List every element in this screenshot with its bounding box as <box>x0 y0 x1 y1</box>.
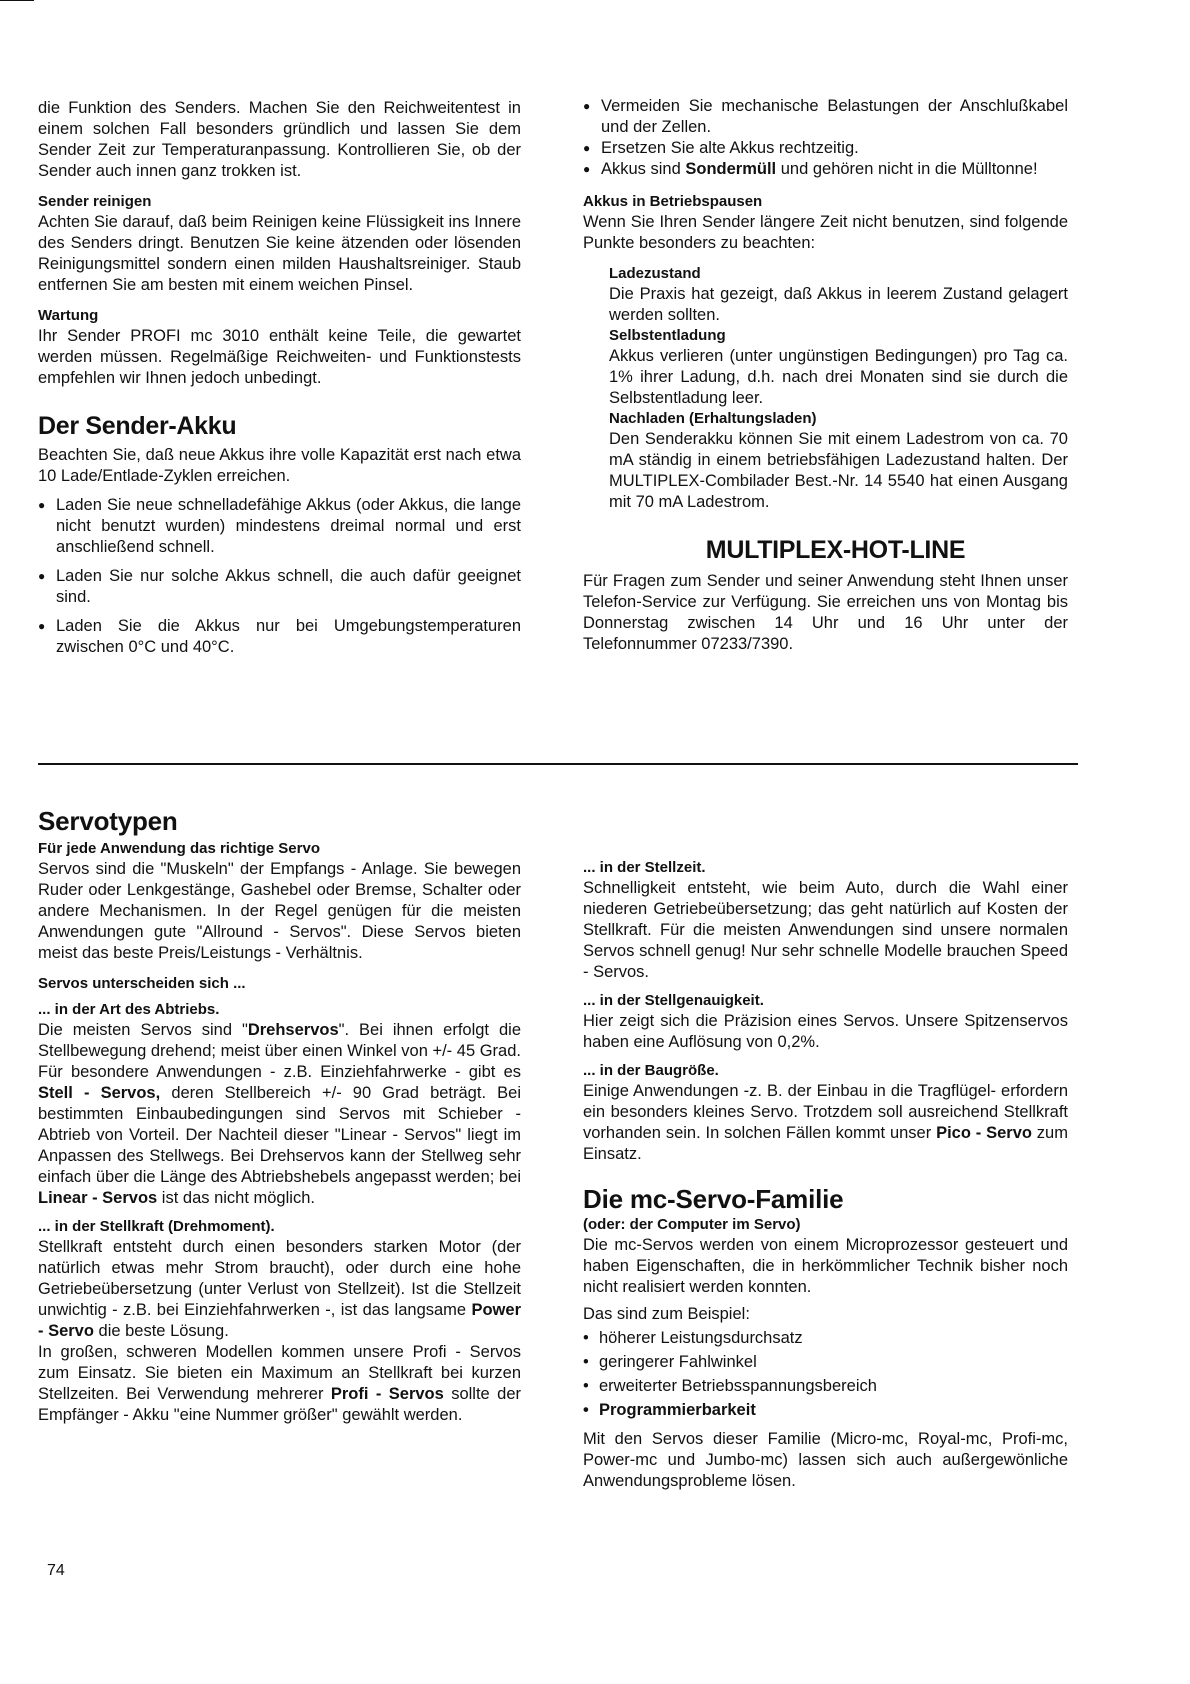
baugroesse-heading: ... in der Baugröße. <box>583 1062 719 1079</box>
bold-run: Linear - Servos <box>38 1189 158 1207</box>
servotypen-subheading: Für jede Anwendung das richtige Servo <box>38 840 320 857</box>
stellzeit-heading: ... in der Stellzeit. <box>583 859 706 876</box>
stellgenauigkeit-text: Hier zeigt sich die Präzision eines Servos. Unsere Spitzenservos haben eine Auflösung von 0,2%. <box>583 1012 1068 1051</box>
intro-paragraph: die Funktion des Senders. Machen Sie den Reichweitentest in einem solchen Fall besonders gründlich und lassen Sie dem Sender Zeit zur Temperaturanpassung. Kontrollieren Sie, ob der Sender auch innen ganz trokken ist. <box>38 99 521 180</box>
betriebspausen-text: Wenn Sie Ihren Sender längere Zeit nicht benutzen, sind folgende Punkte besonders zu beachten: <box>583 213 1068 252</box>
top-right-column <box>583 96 1068 655</box>
bold-run: Drehservos <box>247 1021 339 1039</box>
bold-run: Stell - Servos, <box>38 1084 161 1102</box>
text-run: Die meisten Servos sind " <box>38 1021 248 1039</box>
akku-bullet-6 <box>583 159 1068 180</box>
example-item-bold: • Programmierbarkeit <box>583 1400 1068 1421</box>
unterscheiden-heading: Servos unterscheiden sich ... <box>38 975 246 992</box>
hotline-text: Für Fragen zum Sender und seiner Anwendung steht Ihnen unser Telefon-Service zur Verfügung. Sie erreichen uns von Montag bis Donnerstag zwischen 14 Uhr und 16 Uhr unter der Telefonnummer 07233/7390. <box>583 572 1068 653</box>
akku-bullet-4: ● Vermeiden Sie mechanische Belastungen der Anschlußkabel und der Zellen. <box>583 96 1068 138</box>
bottom-left-column <box>38 805 521 1426</box>
corner-mark <box>0 0 34 1</box>
text-run: sollte der Empfänger - Akku "eine Nummer größer" gewählt werden. <box>38 1385 521 1424</box>
text-run: In großen, schweren Modellen kommen unsere Profi - Servos zum Einsatz. Sie bieten ein Maximum an Stellkraft bei kurzen Stellzeiten. Bei Verwendung mehrerer <box>38 1343 521 1403</box>
mc-servo-familie-text: Die mc-Servos werden von einem Microprozessor gesteuert und haben Eigenschaften, die in herkömmlicher Technik bisher noch nicht realisiert werden konnten. <box>583 1236 1068 1296</box>
stellkraft-text-2 <box>38 1342 521 1426</box>
text-run: Einige Anwendungen -z. B. der Einbau in die Tragflügel- erfordern ein besonders kleines Servo. Trotzdem soll ausreichend Stellkraft vorhanden sein. In solchen Fällen kommt unser <box>583 1082 1068 1142</box>
bullet-bold: Sondermüll <box>685 160 777 178</box>
ladezustand-text: Die Praxis hat gezeigt, daß Akkus in leerem Zustand gelagert werden sollten. <box>609 285 1068 324</box>
akku-bullet-5: ● Ersetzen Sie alte Akkus rechtzeitig. <box>583 138 1068 159</box>
text-run: zum Einsatz. <box>583 1124 1068 1163</box>
nachladen-text: Den Senderakku können Sie mit einem Ladestrom von ca. 70 mA ständig in einem betriebsfähigen Ladezustand halten. Der MULTIPLEX-Combilader Best.-Nr. 14 5540 hat einen Ausgang mit 70 mA Ladestrom. <box>609 430 1068 511</box>
selbstentladung-text: Akkus verlieren (unter ungünstigen Bedingungen) pro Tag ca. 1% ihrer Ladung, d.h. nach drei Monaten sind sie durch die Selbstentladung leer. <box>609 347 1068 407</box>
mc-servo-familie-subheading: (oder: der Computer im Servo) <box>583 1216 801 1233</box>
akku-bullet-3: ● Laden Sie die Akkus nur bei Umgebungstemperaturen zwischen 0°C und 40°C. <box>38 616 521 658</box>
stellzeit-text: Schnelligkeit entsteht, wie beim Auto, durch die Wahl einer niederen Getriebeübersetzung; das geht natürlich auf Kosten der Stellkraft. Für die meisten Anwendungen sind unsere normalen Servos schnell genug! Nur sehr schnelle Modelle brauchen Speed - Servos. <box>583 879 1068 981</box>
servotypen-heading: Servotypen <box>38 806 178 836</box>
servotypen-intro: Servos sind die "Muskeln" der Empfangs - Anlage. Sie bewegen Ruder oder Lenkgestänge, Gashebel oder Bremse, Schalter oder andere Mechanismen. In der Regel genügen für die meisten Anwendungen gute "Allround - Servos". Diese Servos bieten meist das beste Preis/Leistungs - Verhältnis. <box>38 860 521 962</box>
wartung-heading: Wartung <box>38 307 99 324</box>
sender-akku-heading: Der Sender-Akku <box>38 412 237 440</box>
text-run: Stellkraft entsteht durch einen besonders starken Motor (der natürlich etwas mehr Strom braucht), oder durch eine hohe Getriebeübersetzung (unter Verlust von Stellzeit). Ist die Stellzeit unwichtig - z.B. bei Einziehfahrwerken -, ist das langsame <box>38 1238 521 1319</box>
wartung-text: Ihr Sender PROFI mc 3010 enthält keine Teile, die gewartet werden müssen. Regelmäßige Reichweiten- und Funktionstests empfehlen wir Ihnen jedoch unbedingt. <box>38 327 521 387</box>
hotline-heading: MULTIPLEX-HOT-LINE <box>705 536 966 564</box>
sender-reinigen-heading: Sender reinigen <box>38 193 152 210</box>
betriebspausen-items <box>583 264 1068 513</box>
mc-servo-familie-heading: Die mc-Servo-Familie <box>583 1184 844 1214</box>
example-item: • geringerer Fahlwinkel <box>583 1352 1068 1373</box>
stellkraft-text <box>38 1237 521 1342</box>
nachladen-heading: Nachladen (Erhaltungsladen) <box>609 410 817 427</box>
example-item: • höherer Leistungsdurchsatz <box>583 1328 1068 1349</box>
text-run: ist das nicht möglich. <box>157 1189 315 1207</box>
text-run: deren Stellbereich +/- 90 Grad beträgt. Bei bestimmten Einbaubedingungen sind Servos mit Schieber - Abtrieb von Vorteil. Der Nachteil dieser "Linear - Servos" liegt im Anpassen des Stellwegs. Bei Drehservos kann der Stellweg sehr einfach über die Länge des Abtriebshebels angepasst werden; bei <box>38 1084 521 1186</box>
bold-run: Power - Servo <box>38 1301 521 1340</box>
betriebspausen-heading: Akkus in Betriebspausen <box>583 193 763 210</box>
top-left-column <box>38 98 521 658</box>
sender-reinigen-text: Achten Sie darauf, daß beim Reinigen keine Flüssigkeit ins Innere des Senders dringt. Benutzen Sie keine ätzenden oder lösenden Reinigungsmittel sondern einen milden Haushaltsreiniger. Staub entfernen Sie am besten mit einem weichen Pinsel. <box>38 213 521 294</box>
examples-intro: Das sind zum Beispiel: <box>583 1305 750 1323</box>
bullet-text: Akkus sind <box>601 160 686 178</box>
ladezustand-heading: Ladezustand <box>609 265 701 282</box>
stellkraft-heading: ... in der Stellkraft (Drehmoment). <box>38 1218 275 1235</box>
bullet-text: und gehören nicht in die Mülltonne! <box>776 160 1038 178</box>
mc-servo-familie-outro: Mit den Servos dieser Familie (Micro-mc, Royal-mc, Profi-mc, Power-mc und Jumbo-mc) lassen sich auch außergewönliche Anwendungsprobleme lösen. <box>583 1430 1068 1490</box>
sender-akku-text: Beachten Sie, daß neue Akkus ihre volle Kapazität erst nach etwa 10 Lade/Entlade-Zyklen erreichen. <box>38 446 521 485</box>
abtrieb-text <box>38 1020 521 1209</box>
text-run: ". Bei ihnen erfolgt die Stellbewegung drehend; meist über einen Winkel von +/- 45 Grad. Für besondere Anwendungen - z.B. Einziehfahrwerke - gibt es <box>38 1021 521 1081</box>
selbstentladung-heading: Selbstentladung <box>609 327 726 344</box>
akku-bullet-1: ● Laden Sie neue schnelladefähige Akkus (oder Akkus, die lange nicht benutzt wurden) mindestens dreimal normal und erst anschließend schnell. <box>38 495 521 558</box>
stellgenauigkeit-heading: ... in der Stellgenauigkeit. <box>583 992 764 1009</box>
bold-run: Profi - Servos <box>330 1385 444 1403</box>
bottom-right-column <box>583 858 1068 1492</box>
section-divider <box>38 763 1078 765</box>
abtrieb-heading: ... in der Art des Abtriebs. <box>38 1001 220 1018</box>
bold-run: Pico - Servo <box>936 1124 1032 1142</box>
page-number: 74 <box>47 1562 65 1579</box>
baugroesse-text <box>583 1081 1068 1165</box>
example-item: • erweiterter Betriebsspannungsbereich <box>583 1376 1068 1397</box>
akku-bullet-2: ● Laden Sie nur solche Akkus schnell, die auch dafür geeignet sind. <box>38 566 521 608</box>
text-run: die beste Lösung. <box>93 1322 229 1340</box>
